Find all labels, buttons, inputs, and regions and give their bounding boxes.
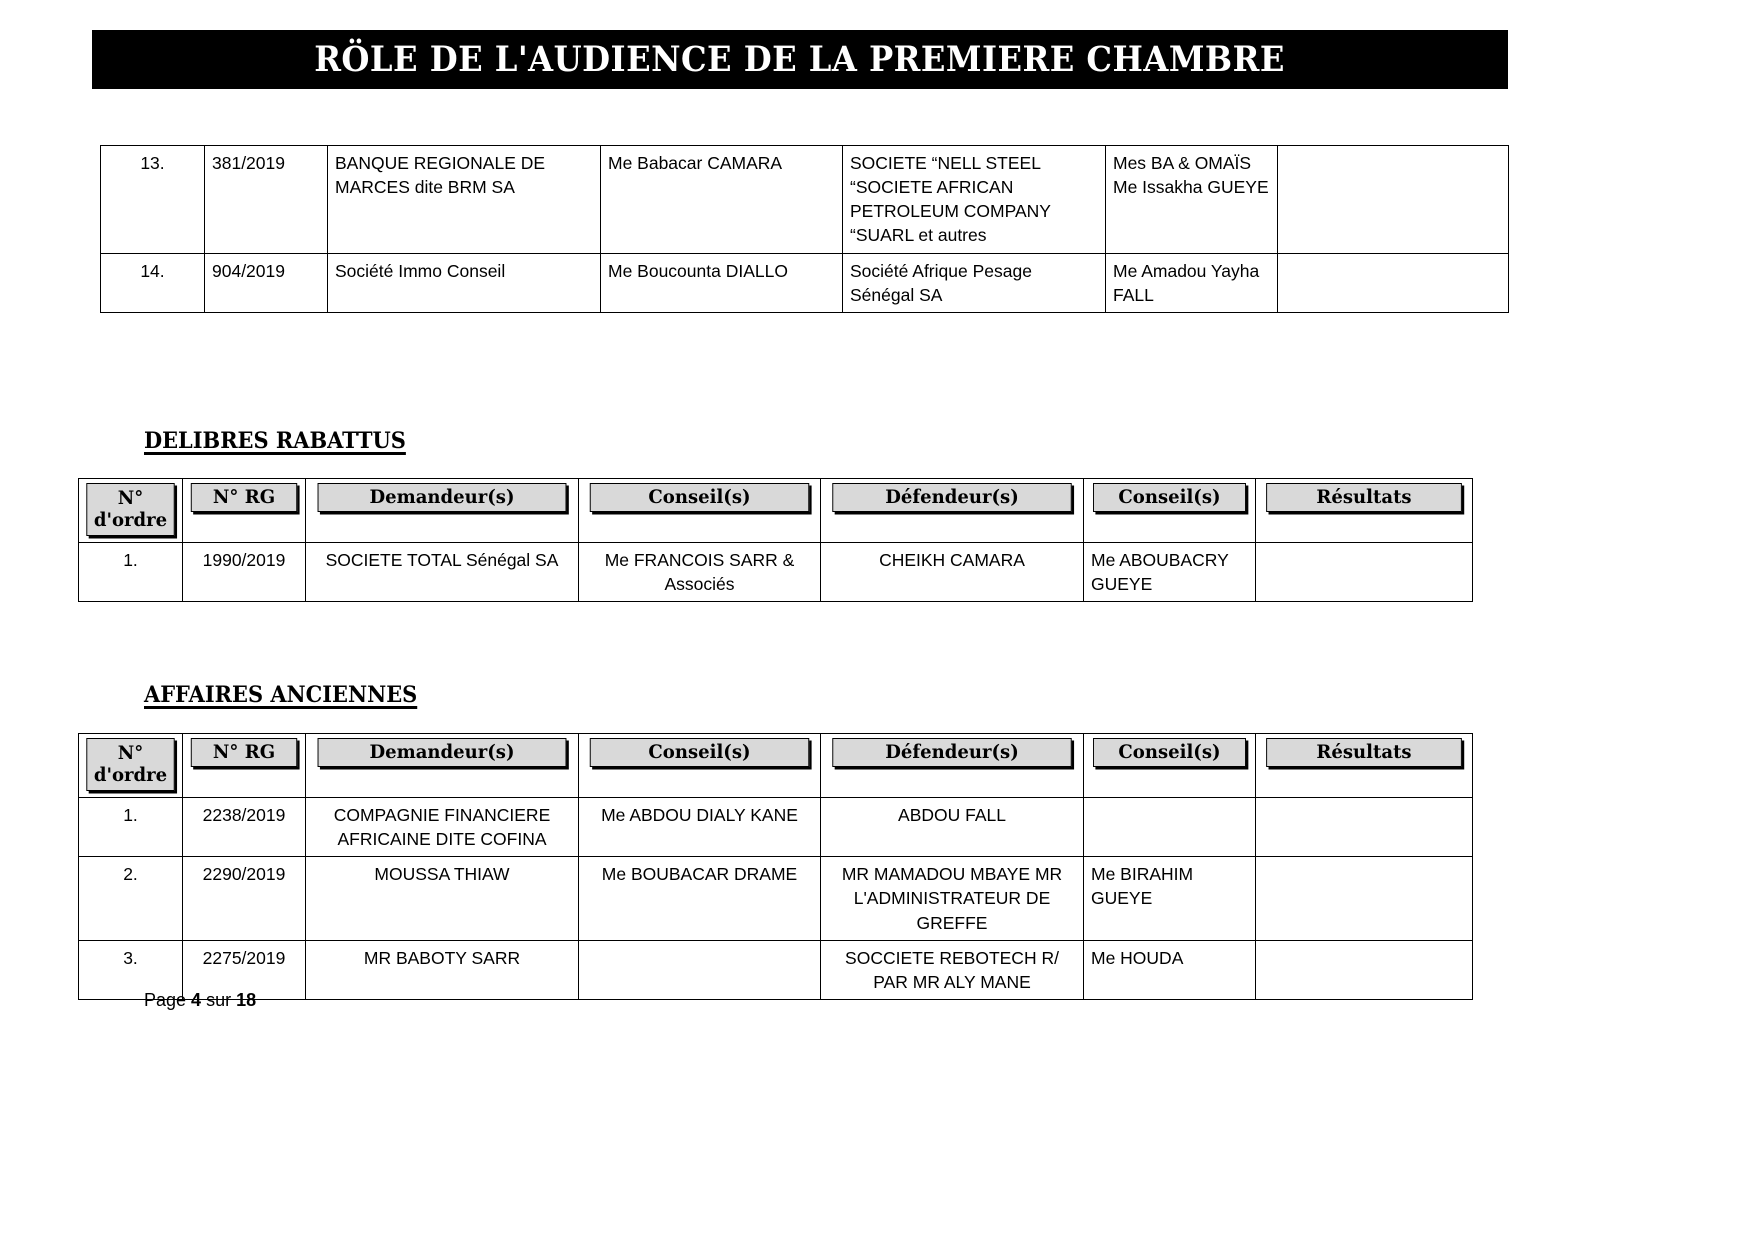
header-num-ordre: [79, 479, 183, 543]
cell-num-rg: 2290/2019: [183, 857, 306, 940]
header-conseil-demandeur-label: Conseil(s): [648, 486, 751, 508]
header-num-ordre-line1: N°: [117, 742, 144, 764]
cell-demandeur: MR BABOTY SARR: [306, 940, 579, 999]
header-num-rg: [183, 479, 306, 543]
cell-demandeur: COMPAGNIE FINANCIERE AFRICAINE DITE COFINA: [306, 798, 579, 857]
header-num-ordre-line2: d'ordre: [93, 764, 168, 787]
cell-num-rg: 381/2019: [205, 146, 328, 254]
header-conseil-demandeur-label: Conseil(s): [648, 741, 751, 763]
header-defendeur-label: Défendeur(s): [885, 741, 1019, 763]
table-continued-cases: [100, 145, 1509, 313]
cell-conseil-demandeur: Me FRANCOIS SARR & Associés: [579, 543, 821, 602]
header-conseil-demandeur: [579, 734, 821, 798]
header-resultats: [1256, 734, 1473, 798]
header-demandeur: [306, 479, 579, 543]
cell-num-rg: 2238/2019: [183, 798, 306, 857]
header-demandeur-label: Demandeur(s): [369, 741, 515, 763]
cell-defendeur: MR MAMADOU MBAYE MR L'ADMINISTRATEUR DE GREFFE: [821, 857, 1084, 940]
table-row: [79, 543, 1473, 602]
cell-defendeur: Société Afrique Pesage Sénégal SA: [843, 253, 1106, 312]
cell-num-ordre: 1.: [79, 798, 183, 857]
header-conseil-defendeur-label: Conseil(s): [1118, 486, 1221, 508]
table-row: [101, 146, 1509, 254]
cell-conseil-defendeur: Me Amadou Yayha FALL: [1106, 253, 1278, 312]
section-heading-affaires-anciennes: AFFAIRES ANCIENNES: [144, 682, 418, 708]
cell-conseil-demandeur: Me Babacar CAMARA: [601, 146, 843, 254]
cell-defendeur: SOCIETE “NELL STEEL “SOCIETE AFRICAN PETROLEUM COMPANY “SUARL et autres: [843, 146, 1106, 254]
header-num-rg: [183, 734, 306, 798]
cell-demandeur: SOCIETE TOTAL Sénégal SA: [306, 543, 579, 602]
header-conseil-demandeur: [579, 479, 821, 543]
cell-num-rg: 2275/2019: [183, 940, 306, 999]
cell-num-ordre: 1.: [79, 543, 183, 602]
cell-conseil-defendeur: Mes BA & OMAÏS Me Issakha GUEYE: [1106, 146, 1278, 254]
cell-resultats: [1256, 798, 1473, 857]
header-num-rg-label: N° RG: [212, 741, 276, 763]
header-num-rg-label: N° RG: [212, 486, 276, 508]
header-demandeur: [306, 734, 579, 798]
cell-demandeur: BANQUE REGIONALE DE MARCES dite BRM SA: [328, 146, 601, 254]
cell-num-rg: 904/2019: [205, 253, 328, 312]
table-header-row: [79, 734, 1473, 798]
cell-resultats: [1256, 940, 1473, 999]
footer-total-pages: 18: [236, 990, 257, 1010]
cell-num-rg: 1990/2019: [183, 543, 306, 602]
header-demandeur-label: Demandeur(s): [369, 486, 515, 508]
section-heading-delibres-rabattus: DELIBRES RABATTUS: [144, 428, 406, 454]
document-title-banner: [92, 30, 1508, 89]
table-row: [79, 798, 1473, 857]
table-delibres-rabattus: [78, 478, 1473, 602]
table-header-row: [79, 479, 1473, 543]
cell-conseil-defendeur: Me BIRAHIM GUEYE: [1084, 857, 1256, 940]
header-conseil-defendeur: [1084, 479, 1256, 543]
cell-demandeur: MOUSSA THIAW: [306, 857, 579, 940]
cell-num-ordre: 14.: [101, 253, 205, 312]
cell-conseil-demandeur: Me Boucounta DIALLO: [601, 253, 843, 312]
cell-resultats: [1278, 146, 1509, 254]
header-resultats-label: Résultats: [1316, 486, 1412, 508]
cell-defendeur: SOCCIETE REBOTECH R/ PAR MR ALY MANE: [821, 940, 1084, 999]
header-defendeur: [821, 479, 1084, 543]
table-row: [79, 940, 1473, 999]
footer-page-number: 4: [191, 990, 202, 1010]
cell-resultats: [1256, 543, 1473, 602]
cell-conseil-defendeur: Me HOUDA: [1084, 940, 1256, 999]
header-resultats-label: Résultats: [1316, 741, 1412, 763]
footer-middle: sur: [201, 990, 237, 1010]
cell-defendeur: ABDOU FALL: [821, 798, 1084, 857]
cell-conseil-demandeur: Me BOUBACAR DRAME: [579, 857, 821, 940]
table-affaires-anciennes: [78, 733, 1473, 1000]
cell-defendeur: CHEIKH CAMARA: [821, 543, 1084, 602]
header-resultats: [1256, 479, 1473, 543]
cell-num-ordre: 13.: [101, 146, 205, 254]
cell-conseil-demandeur: [579, 940, 821, 999]
header-defendeur: [821, 734, 1084, 798]
cell-resultats: [1256, 857, 1473, 940]
page-footer: [144, 990, 256, 1011]
cell-conseil-demandeur: Me ABDOU DIALY KANE: [579, 798, 821, 857]
cell-demandeur: Société Immo Conseil: [328, 253, 601, 312]
cell-resultats: [1278, 253, 1509, 312]
header-defendeur-label: Défendeur(s): [885, 486, 1019, 508]
header-num-ordre: [79, 734, 183, 798]
header-conseil-defendeur-label: Conseil(s): [1118, 741, 1221, 763]
header-num-ordre-line2: d'ordre: [93, 509, 168, 532]
table-row: [101, 253, 1509, 312]
footer-prefix: Page: [144, 990, 192, 1010]
page-title: RÖLE DE L'AUDIENCE DE LA PREMIERE CHAMBRE: [314, 39, 1286, 80]
cell-conseil-defendeur: [1084, 798, 1256, 857]
header-num-ordre-line1: N°: [117, 487, 144, 509]
cell-num-ordre: 2.: [79, 857, 183, 940]
header-conseil-defendeur: [1084, 734, 1256, 798]
cell-conseil-defendeur: Me ABOUBACRY GUEYE: [1084, 543, 1256, 602]
cell-num-ordre: 3.: [79, 940, 183, 999]
table-row: [79, 857, 1473, 940]
